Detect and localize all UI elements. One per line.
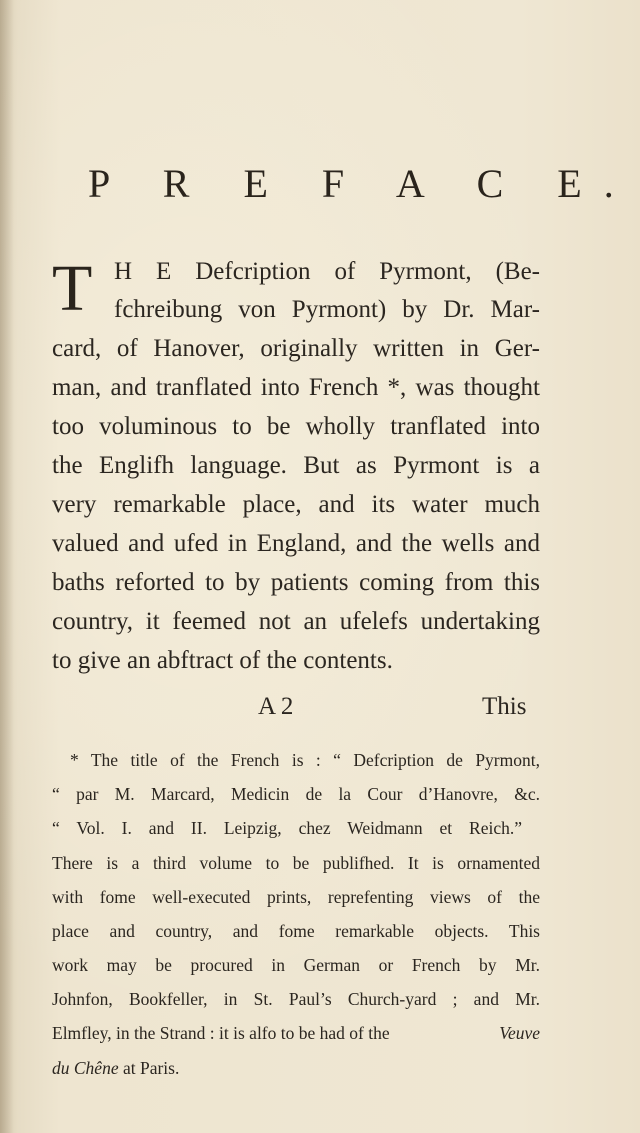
footnote-line-8: Johnfon, Bookfeller, in St. Paul’s Church-yard ; and Mr.	[52, 989, 540, 1009]
footnote-line-9-text: Elmfley, in the Strand : it is alfo to be had of the	[52, 1023, 390, 1043]
footnote-line-3: “ Vol. I. and II. Leipzig, chez Weidmann et Reich.”	[52, 818, 522, 838]
preface-heading: P R E F A C E.	[88, 161, 636, 206]
footnote-line-1: * The title of the French is : “ Defcription de Pyrmont,	[70, 750, 540, 770]
body-line-7: very remarkable place, and its water much	[52, 491, 540, 518]
body-line-9: baths reforted to by patients coming from this	[52, 569, 540, 596]
body-line-3: card, of Hanover, originally written in Ger-	[52, 335, 540, 362]
catchword: This	[482, 693, 527, 720]
footnote-line-2: “ par M. Marcard, Medicin de la Cour d’Hanovre, &c.	[52, 784, 540, 804]
body-line-10: country, it feemed not an ufelefs undertaking	[52, 608, 540, 635]
body-line-5: too voluminous to be wholly tranflated into	[52, 413, 540, 440]
footnote-line-9-italic: Veuve	[499, 1023, 540, 1043]
footnote-italic-name: du Chêne	[52, 1058, 119, 1078]
body-line-6: the Englifh language. But as Pyrmont is a	[52, 452, 540, 479]
body-line-2: fchreibung von Pyrmont) by Dr. Mar-	[114, 296, 540, 323]
footnote-line-6: place and country, and fome remarkable objects. This	[52, 921, 540, 941]
footnote-line-5: with fome well-executed prints, reprefenting views of the	[52, 887, 540, 907]
footnote-line-7: work may be procured in German or French by Mr.	[52, 955, 540, 975]
footnote-line-9	[52, 1023, 540, 1044]
body-line-8: valued and ufed in England, and the wells and	[52, 530, 540, 557]
body-line-11: to give an abftract of the contents.	[52, 647, 393, 674]
footnote-line-4: There is a third volume to be publifhed. It is ornamented	[52, 853, 540, 873]
footnote-tail: at Paris.	[118, 1058, 180, 1078]
body-line-4: man, and tranflated into French *, was thought	[52, 374, 540, 401]
body-line-1: H E Defcription of Pyrmont, (Be-	[114, 258, 540, 285]
footnote-line-10	[52, 1058, 179, 1079]
drop-cap: T	[52, 252, 93, 325]
spine-shadow	[0, 0, 14, 1133]
signature-mark: A 2	[258, 693, 294, 720]
